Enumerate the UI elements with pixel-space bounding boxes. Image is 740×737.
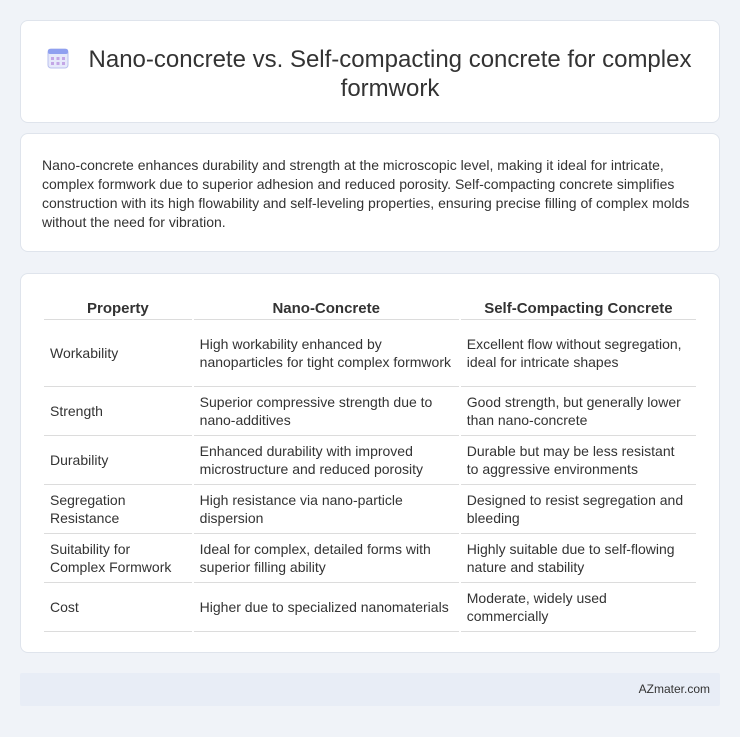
property-cell: Workability <box>44 320 192 387</box>
table-row <box>44 436 696 485</box>
intro-text: Nano-concrete enhances durability and strength at the microscopic level, making it ideal for intricate, complex formwork due to superior adhesion and reduced porosity. Self-compacting concrete simplifies construction with its high flowability and self-leveling properties, ensuring precise filling of complex molds without the need for vibration. <box>42 157 690 230</box>
table-row <box>44 320 696 387</box>
header-nano-concrete: Nano-Concrete <box>194 294 459 320</box>
page-title: Nano-concrete vs. Self-compacting concrete for complex formwork <box>88 46 692 102</box>
nano-concrete-cell: Ideal for complex, detailed forms with superior filling ability <box>194 534 459 583</box>
header-self-compacting: Self-Compacting Concrete <box>461 294 696 320</box>
self-compacting-cell: Highly suitable due to self-flowing nature and stability <box>461 534 696 583</box>
self-compacting-cell: Durable but may be less resistant to aggressive environments <box>461 436 696 485</box>
self-compacting-cell: Designed to resist segregation and bleeding <box>461 485 696 534</box>
nano-concrete-cell: Enhanced durability with improved microstructure and reduced porosity <box>194 436 459 485</box>
property-cell: Suitability for Complex Formwork <box>44 534 192 583</box>
self-compacting-cell: Good strength, but generally lower than nano-concrete <box>461 387 696 436</box>
property-cell: Durability <box>44 436 192 485</box>
nano-concrete-cell: Superior compressive strength due to nano-additives <box>194 387 459 436</box>
header-property: Property <box>44 294 192 320</box>
nano-concrete-cell: High resistance via nano-particle dispersion <box>194 485 459 534</box>
table-row <box>44 387 696 436</box>
comparison-card <box>20 273 720 653</box>
intro-card <box>20 133 720 252</box>
self-compacting-cell: Excellent flow without segregation, ideal for intricate shapes <box>461 320 696 387</box>
footer-brand[interactable]: AZmater.com <box>638 682 710 696</box>
table-row <box>44 583 696 632</box>
table-row <box>44 485 696 534</box>
footer-bar <box>20 673 720 706</box>
table-header-row <box>44 294 696 320</box>
nano-concrete-cell: Higher due to specialized nanomaterials <box>194 583 459 632</box>
property-cell: Cost <box>44 583 192 632</box>
table-row <box>44 534 696 583</box>
property-cell: Strength <box>44 387 192 436</box>
property-cell: Segregation Resistance <box>44 485 192 534</box>
self-compacting-cell: Moderate, widely used commercially <box>461 583 696 632</box>
title-card <box>20 20 720 123</box>
comparison-table <box>42 294 698 632</box>
nano-concrete-cell: High workability enhanced by nanoparticles for tight complex formwork <box>194 320 459 387</box>
